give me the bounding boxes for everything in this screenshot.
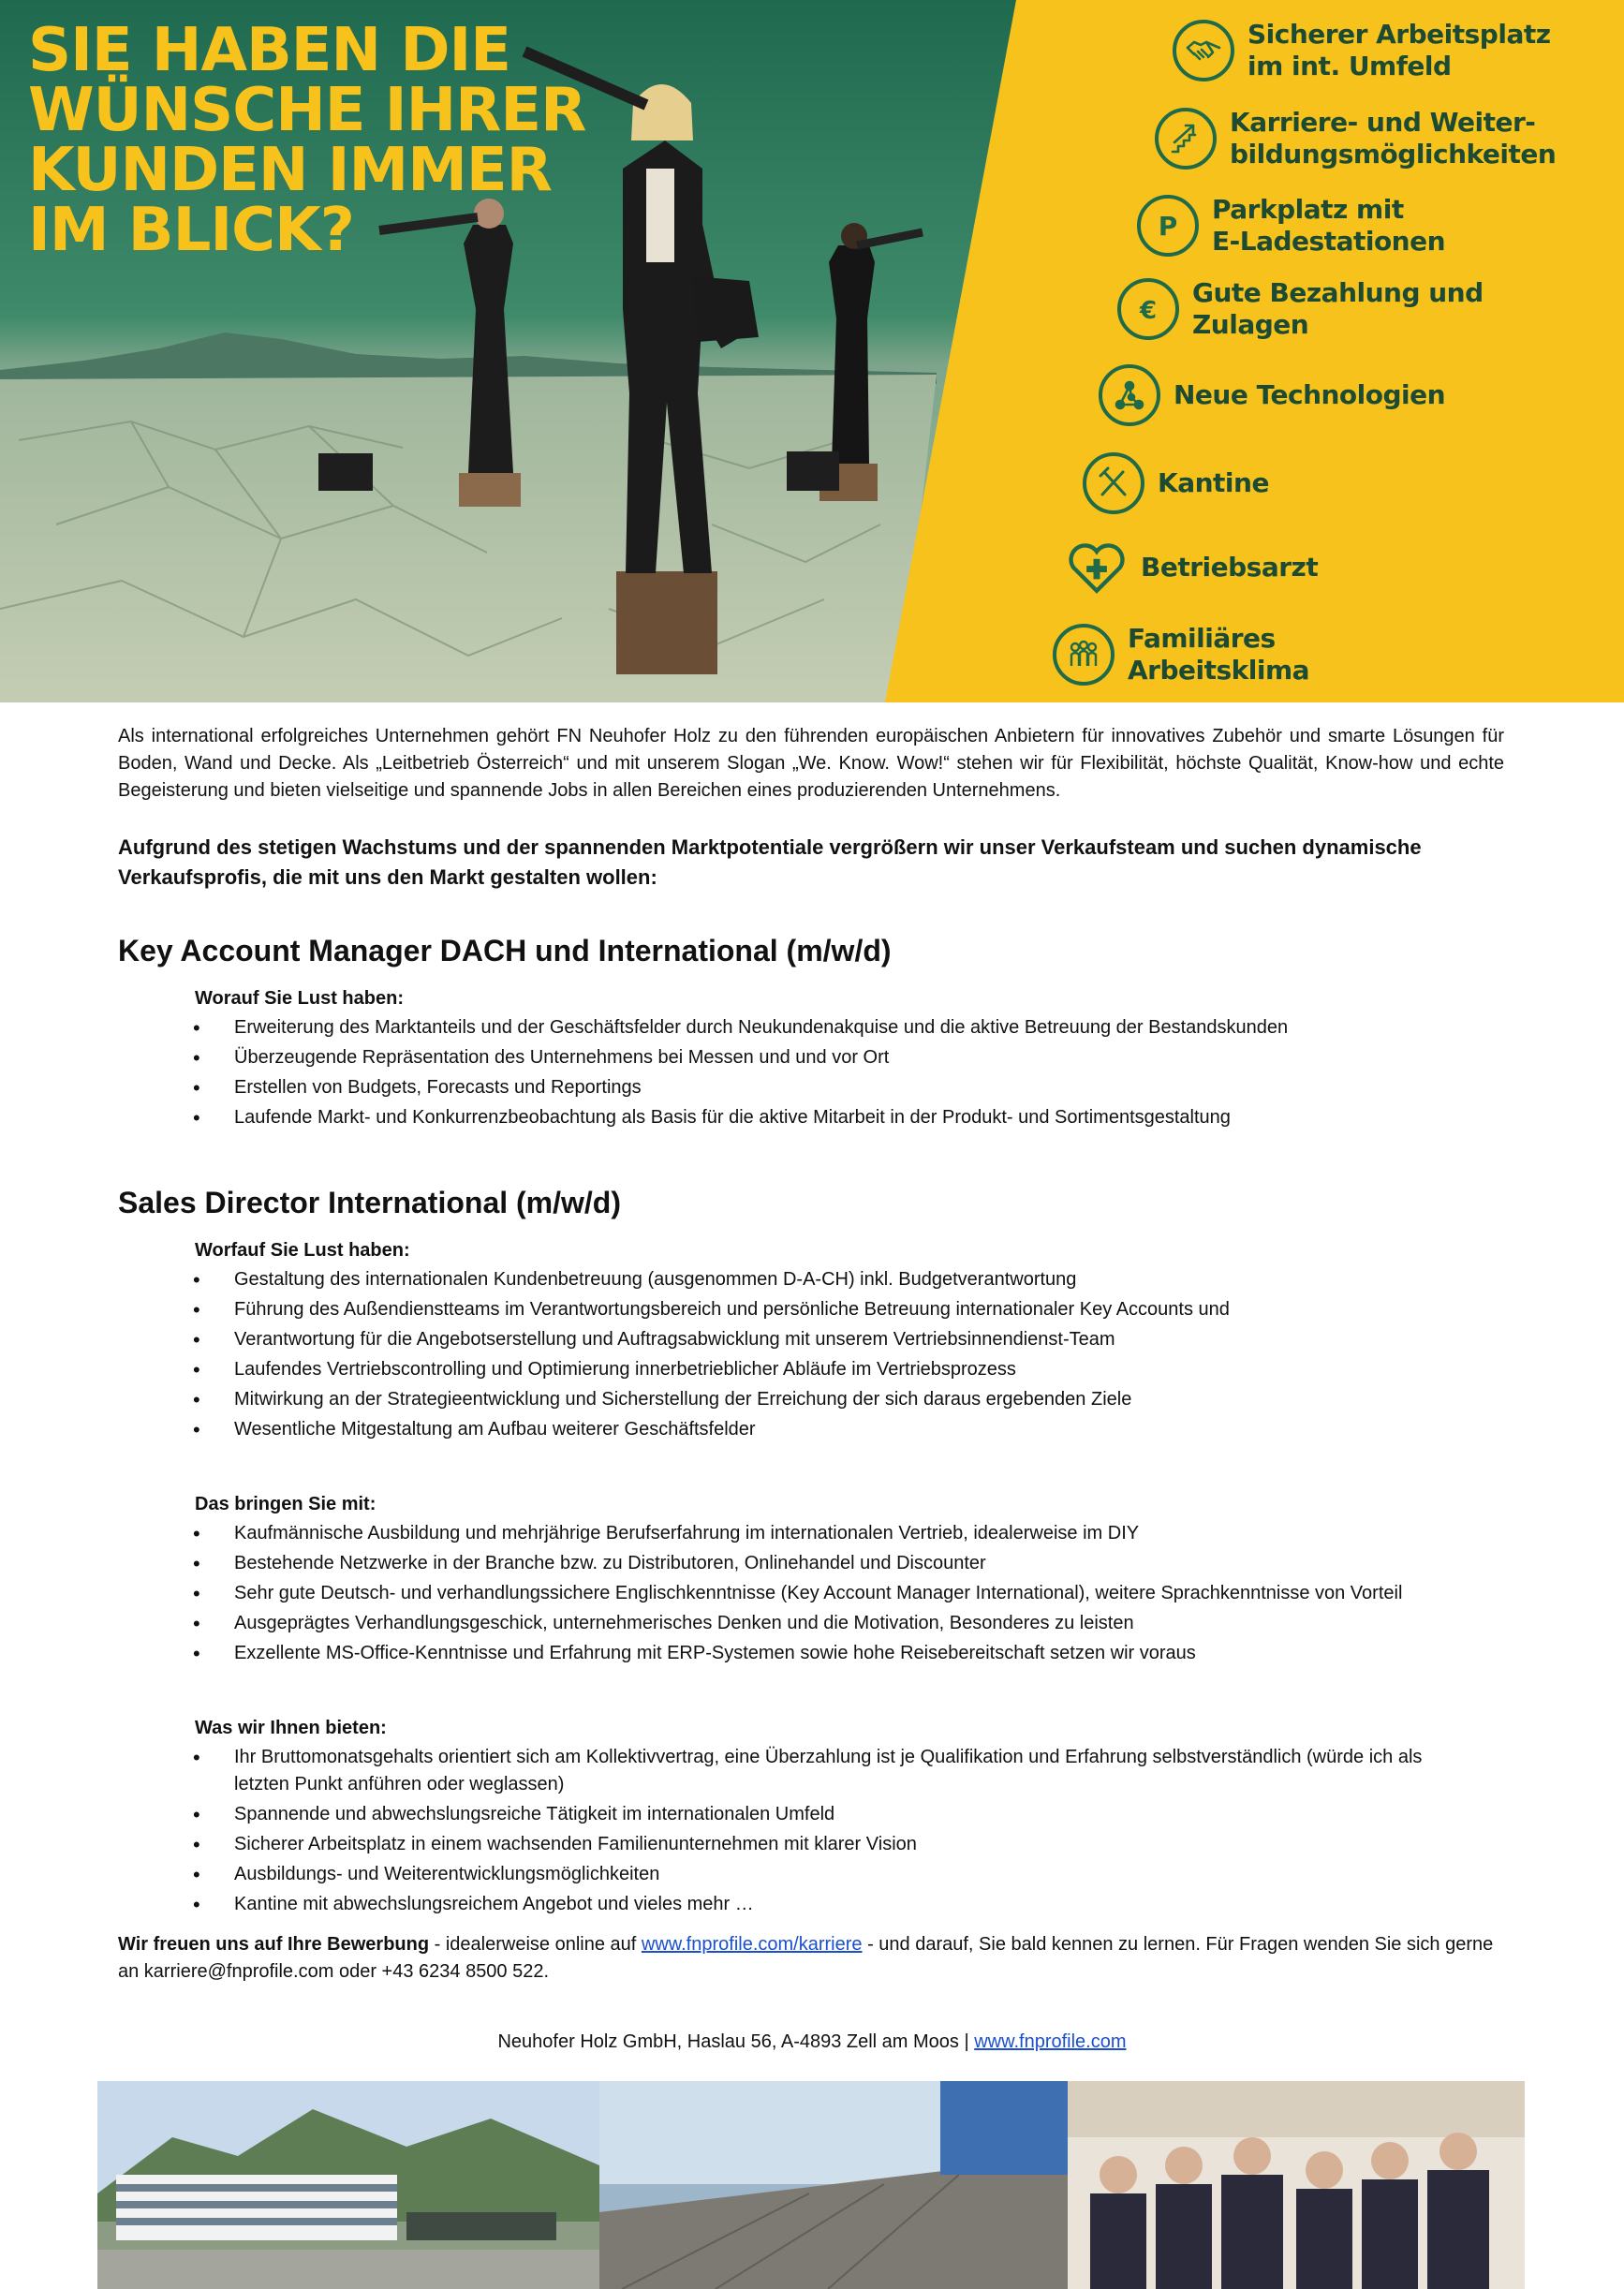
list-item: • Erweiterung des Marktanteils und der Geschäftsfelder durch Neukundenakquise und die aktive Betreuung der Bestandskunden [118,1014,1504,1041]
headline-line: KUNDEN IMMER [28,136,552,205]
list-item: • Exzellente MS-Office-Kenntnisse und Erfahrung mit ERP-Systemen sowie hohe Reisebereitschaft setzen wir voraus [118,1640,1504,1667]
benefit-text [1212,194,1445,258]
heart-plus-icon [1066,537,1128,598]
network-icon [1099,364,1160,426]
benefit-technology [1099,364,1445,426]
team-photo [1068,2081,1525,2289]
job-title-sales-director: Sales Director International (m/w/d) [118,1186,621,1219]
svg-text:€: € [1139,297,1158,325]
benefit-career [1155,107,1556,170]
benefit-line: Neue Technologien [1174,379,1446,410]
section-subtitle: Was wir Ihnen bieten: [195,1718,387,1738]
fork-knife-icon [1083,452,1144,514]
website-link[interactable]: www.fnprofile.com [974,2031,1127,2052]
benefit-family [1053,623,1309,687]
benefit-text [1192,277,1484,341]
job2-list [118,1266,1504,1443]
requirements-list [118,1520,1504,1667]
list-item: • Wesentliche Mitgestaltung am Aufbau weiterer Geschäftsfelder [118,1416,1504,1443]
list-item: • Kantine mit abwechslungsreichem Angebot und vieles mehr … [118,1891,1504,1918]
benefit-line: Sicherer Arbeitsplatz [1248,19,1551,50]
offer-list [118,1744,1504,1918]
list-item: • Erstellen von Budgets, Forecasts und Reportings [118,1074,1504,1101]
list-item: • Ihr Bruttomonatsgehalts orientiert sich am Kollektivvertrag, eine Überzahlung ist je Qualifikation und Erfahrung selbstverständlich (würde ich als letzten Punkt anführen oder weglassen) [118,1744,1504,1798]
list-item: • Sehr gute Deutsch- und verhandlungssichere Englischkenntnisse (Key Account Manager International), weitere Sprachkenntnisse von Vorteil [118,1580,1504,1607]
benefit-canteen [1083,452,1269,514]
list-item: • Ausbildungs- und Weiterentwicklungsmöglichkeiten [118,1861,1504,1888]
headline-line: SIE HABEN DIE [28,16,510,85]
parking-icon [1137,195,1199,257]
section-subtitle: Worfauf Sie Lust haben: [195,1240,410,1261]
benefit-line: Betriebsarzt [1141,552,1319,583]
floor-photo [599,2081,1068,2289]
job1-list [118,1014,1504,1131]
benefit-text [1158,467,1269,499]
stairs-arrow-icon [1155,108,1217,170]
list-item: • Überzeugende Repräsentation des Unternehmens bei Messen und und vor Ort [118,1044,1504,1071]
benefit-text [1248,19,1551,82]
list-item: • Laufendes Vertriebscontrolling und Optimierung innerbetrieblicher Abläufe im Vertriebsprozess [118,1356,1504,1383]
benefit-line: Gute Bezahlung und [1192,277,1484,308]
list-item: • Verantwortung für die Angebotserstellung und Auftragsabwicklung mit unserem Vertriebsinnendienst-Team [118,1326,1504,1353]
company-address [0,2029,1624,2055]
career-link[interactable]: www.fnprofile.com/karriere [641,1934,863,1955]
hero-banner [0,0,1624,702]
benefit-parking [1137,194,1445,258]
headline-line: IM BLICK? [28,196,354,265]
benefit-secure-job [1173,19,1551,82]
list-item: • Sicherer Arbeitsplatz in einem wachsenden Familienunternehmen mit klarer Vision [118,1831,1504,1858]
list-item: • Gestaltung des internationalen Kundenbetreuung (ausgenommen D-A-CH) inkl. Budgetverantwortung [118,1266,1504,1293]
benefit-line: bildungsmöglichkeiten [1230,139,1557,170]
intro-paragraph: Als international erfolgreiches Unternehmen gehört FN Neuhofer Holz zu den führenden europäischen Anbietern für innovatives Zubehör und smarte Lösungen für Boden, Wand und Decke. Als „Leitbetrieb Österreich“ und mit unserem Slogan „We. Know. Wow!“ stehen wir für Flexibilität, höchste Qualität, Know-how und echte Begeisterung und bieten vielseitige und spannende Jobs in allen Bereichen eines produzierenden Unternehmens. [118,726,1504,801]
address-text: Neuhofer Holz GmbH, Haslau 56, A-4893 Zell am Moos | [497,2031,975,2052]
benefit-doctor [1066,537,1318,598]
list-item: • Bestehende Netzwerke in der Branche bzw. zu Distributoren, Onlinehandel und Discounter [118,1550,1504,1577]
benefit-pay [1117,277,1484,341]
benefit-line: Karriere- und Weiter- [1230,107,1536,138]
section-subtitle: Das bringen Sie mit: [195,1494,376,1514]
benefit-line: Arbeitsklima [1128,655,1310,686]
benefit-text [1141,552,1318,583]
contact-paragraph [118,1931,1504,1986]
benefit-line: E-Ladestationen [1212,226,1446,257]
contact-text: - idealerweise online auf [429,1934,642,1955]
building-photo [97,2081,599,2289]
photo-strip-images [97,2081,1525,2289]
list-item: • Ausgeprägtes Verhandlungsgeschick, unternehmerisches Denken und die Motivation, Besonderes zu leisten [118,1610,1504,1637]
handshake-icon [1173,20,1234,81]
family-icon [1053,624,1115,686]
euro-icon [1117,278,1179,340]
photo-strip [97,2081,1525,2289]
benefit-text [1128,623,1309,687]
section-subtitle: Worauf Sie Lust haben: [195,988,404,1009]
benefit-text [1230,107,1556,170]
list-item: • Spannende und abwechslungsreiche Tätigkeit im internationalen Umfeld [118,1801,1504,1828]
contact-bold: Wir freuen uns auf Ihre Bewerbung [118,1934,430,1955]
job-ad-content [118,723,1504,1986]
headline-line: WÜNSCHE IHRER [28,76,586,145]
list-item: • Führung des Außendienstteams im Verantwortungsbereich und persönliche Betreuung internationaler Key Accounts und [118,1296,1504,1323]
benefit-line: im int. Umfeld [1248,51,1452,81]
benefit-line: Familiäres [1128,623,1276,654]
svg-text:P: P [1158,211,1178,242]
benefit-text [1174,379,1445,411]
contact-text: - und darauf, Sie bald kennen zu lernen. Für Fragen wenden Sie sich gerne an karriere@fnprofile.com oder +43 6234 8500 522. [118,1934,1494,1982]
benefit-line: Parkplatz mit [1212,194,1404,225]
list-item: • Laufende Markt- und Konkurrenzbeobachtung als Basis für die aktive Mitarbeit in der Produkt- und Sortimentsgestaltung [118,1104,1504,1131]
list-item: • Kaufmännische Ausbildung und mehrjährige Berufserfahrung im internationalen Vertrieb, idealerweise im DIY [118,1520,1504,1547]
benefit-line: Zulagen [1192,309,1309,340]
job-title-key-account: Key Account Manager DACH und International (m/w/d) [118,934,892,967]
list-item: • Mitwirkung an der Strategieentwicklung und Sicherstellung der Erreichung der sich daraus ergebenden Ziele [118,1386,1504,1413]
lead-paragraph: Aufgrund des stetigen Wachstums und der spannenden Marktpotentiale vergrößern wir unser Verkaufsteam und suchen dynamische Verkaufsprofis, die mit uns den Markt gestalten wollen: [118,835,1422,889]
benefit-line: Kantine [1158,467,1269,498]
hero-headline [28,16,586,265]
